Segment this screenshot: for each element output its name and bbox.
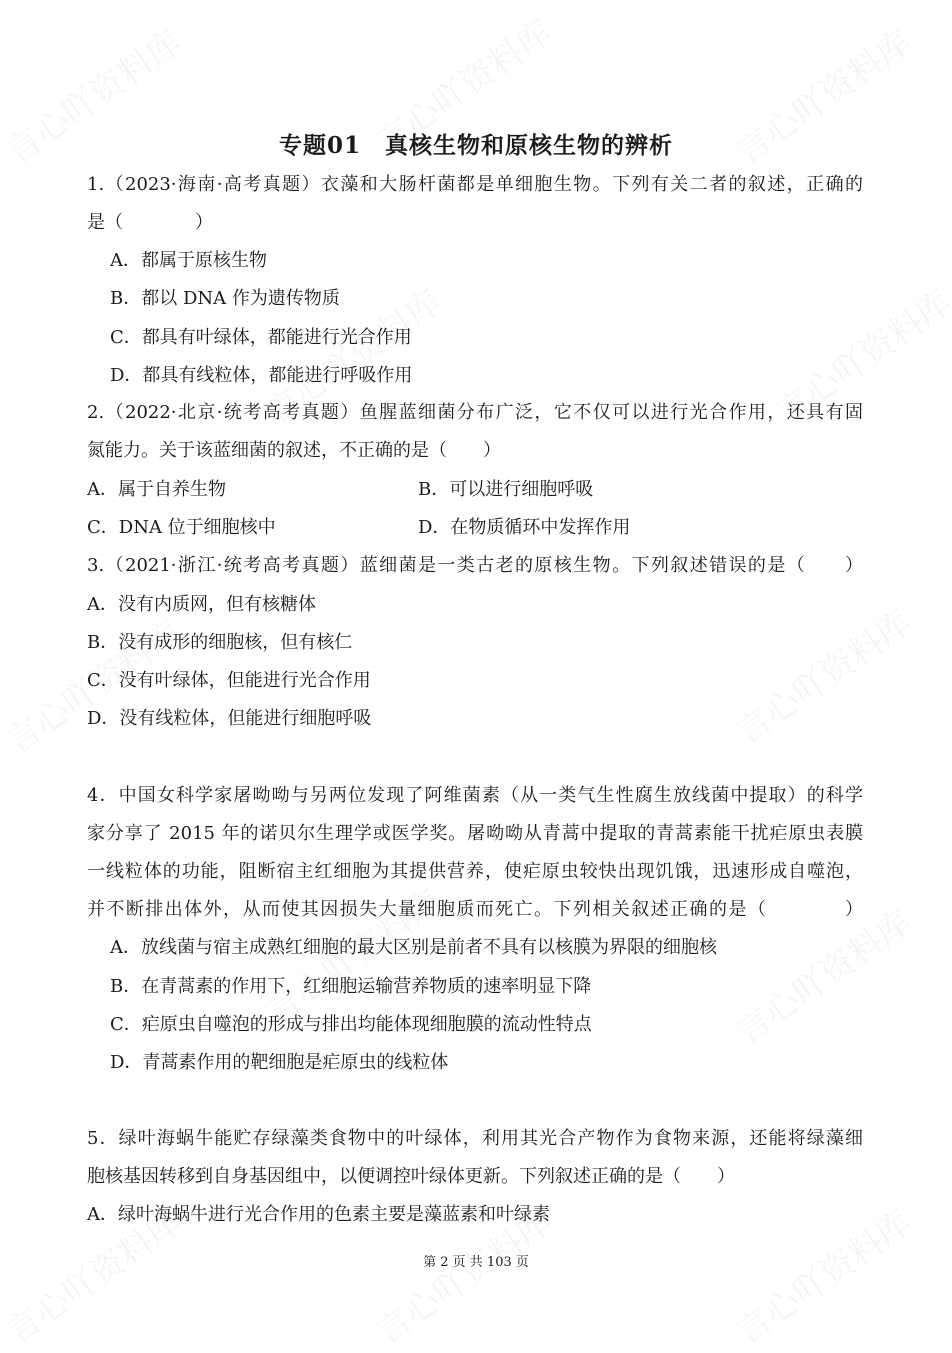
question-text: 胞核基因转移到自身基因组中，以便调控叶绿体更新。下列叙述正确的是（ ） bbox=[87, 1166, 735, 1187]
page-footer: 第 2 页 共 103 页 bbox=[423, 1255, 529, 1270]
question-text: 1.（2023·海南·高考真题）衣藻和大肠杆菌都是单细胞生物。下列有关二者的叙述，正确的 bbox=[87, 174, 863, 195]
page-title: 专题01 真核生物和原核生物的辨析 bbox=[278, 132, 673, 159]
question-text: 是（ ） bbox=[87, 212, 213, 233]
watermark bbox=[724, 1196, 919, 1353]
watermark bbox=[724, 596, 919, 753]
question-text: 3.（2021·浙江·统考高考真题）蓝细菌是一类古老的原核生物。下列叙述错误的是（ ） bbox=[87, 555, 863, 576]
question-text: 氮能力。关于该蓝细菌的叙述，不正确的是（ ） bbox=[87, 440, 501, 461]
option-a: A．没有内质网，但有核糖体 bbox=[87, 594, 316, 615]
question-text: 5．绿叶海蜗牛能贮存绿藻类食物中的叶绿体，利用其光合产物作为食物来源，还能将绿藻细 bbox=[87, 1128, 863, 1149]
question-text: 2.（2022·北京·统考高考真题）鱼腥蓝细菌分布广泛，它不仅可以进行光合作用，还具有固 bbox=[87, 402, 863, 423]
option-b: B．在青蒿素的作用下，红细胞运输营养物质的速率明显下降 bbox=[110, 976, 592, 997]
option-d: D．青蒿素作用的靶细胞是疟原虫的线粒体 bbox=[110, 1052, 449, 1073]
option-c: C．DNA 位于细胞核中 bbox=[87, 517, 276, 538]
option-c: C．疟原虫自噬泡的形成与排出均能体现细胞膜的流动性特点 bbox=[110, 1014, 592, 1035]
option-b: B．没有成形的细胞核，但有核仁 bbox=[87, 632, 353, 653]
option-a: A．都属于原核生物 bbox=[110, 250, 267, 271]
question-text: 家分享了 2015 年的诺贝尔生理学或医学奖。屠呦呦从青蒿中提取的青蒿素能干扰疟原虫表膜 bbox=[87, 823, 863, 844]
option-c: C．都具有叶绿体，都能进行光合作用 bbox=[110, 327, 412, 348]
option-b: B．都以 DNA 作为遗传物质 bbox=[110, 288, 340, 309]
question-text: 一线粒体的功能，阻断宿主红细胞为其提供营养，使疟原虫较快出现饥饿，迅速形成自噬泡， bbox=[87, 861, 863, 882]
option-a: A．属于自养生物 bbox=[87, 479, 226, 500]
question-text: 并不断排出体外，从而使其因损失大量细胞质而死亡。下列相关叙述正确的是（ ） bbox=[87, 899, 863, 920]
option-b: B．可以进行细胞呼吸 bbox=[418, 479, 594, 500]
option-d: D．在物质循环中发挥作用 bbox=[418, 517, 631, 538]
option-a: A．放线菌与宿主成熟红细胞的最大区别是前者不具有以核膜为界限的细胞核 bbox=[110, 937, 717, 958]
question-text: 4．中国女科学家屠呦呦与另两位发现了阿维菌素（从一类气生性腐生放线菌中提取）的科学 bbox=[87, 785, 863, 806]
option-d: D．都具有线粒体，都能进行呼吸作用 bbox=[110, 365, 413, 386]
option-d: D．没有线粒体，但能进行细胞呼吸 bbox=[87, 708, 372, 729]
option-c: C．没有叶绿体，但能进行光合作用 bbox=[87, 670, 371, 691]
option-a: A．绿叶海蜗牛进行光合作用的色素主要是藻蓝素和叶绿素 bbox=[87, 1204, 550, 1225]
